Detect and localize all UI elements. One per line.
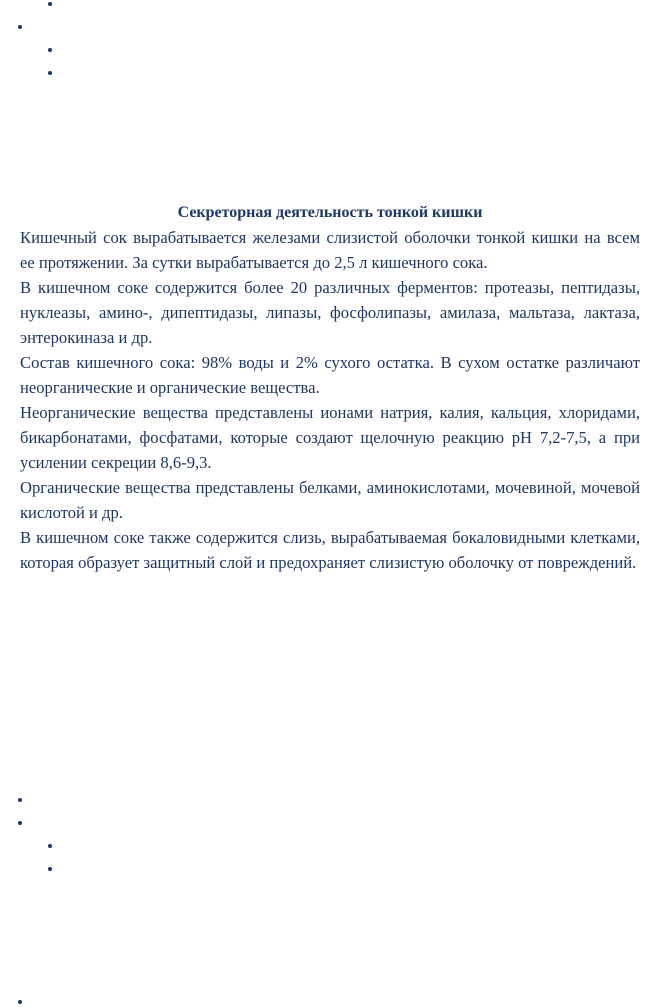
list-bullet bbox=[48, 48, 52, 52]
paragraph: В кишечном соке содержится более 20 различных ферментов: протеазы, пептидазы, нуклеазы, амино-, дипептидазы, липазы, фосфолипазы, амилаза, мальтаза, лактаза, энтерокиназа и др. bbox=[20, 278, 640, 347]
list-bullet bbox=[48, 2, 52, 6]
list-bullet bbox=[18, 821, 22, 825]
paragraph: Состав кишечного сока: 98% воды и 2% сухого остатка. В сухом остатке различают неорганические и органические вещества. bbox=[20, 353, 640, 397]
paragraph: Органические вещества представлены белками, аминокислотами, мочевиной, мочевой кислотой и др. bbox=[20, 478, 640, 522]
paragraph: Кишечный сок вырабатывается железами слизистой оболочки тонкой кишки на всем ее протяжении. За сутки вырабатывается до 2,5 л кишечного сока. bbox=[20, 228, 640, 272]
document-body bbox=[20, 200, 640, 575]
section-title: Секреторная деятельность тонкой кишки bbox=[177, 204, 483, 221]
list-bullet bbox=[48, 867, 52, 871]
list-bullet bbox=[18, 798, 22, 802]
paragraph: Неорганические вещества представлены ионами натрия, калия, кальция, хлоридами, бикарбонатами, фосфатами, которые создают щелочную реакцию pH 7,2-7,5, а при усилении секреции 8,6-9,3. bbox=[20, 403, 640, 472]
list-bullet bbox=[48, 71, 52, 75]
list-bullet bbox=[18, 1000, 22, 1004]
paragraph: В кишечном соке также содержится слизь, вырабатываемая бокаловидными клетками, которая образует защитный слой и предохраняет слизистую оболочку от повреждений. bbox=[20, 528, 640, 572]
list-bullet bbox=[18, 25, 22, 29]
list-bullet bbox=[48, 844, 52, 848]
